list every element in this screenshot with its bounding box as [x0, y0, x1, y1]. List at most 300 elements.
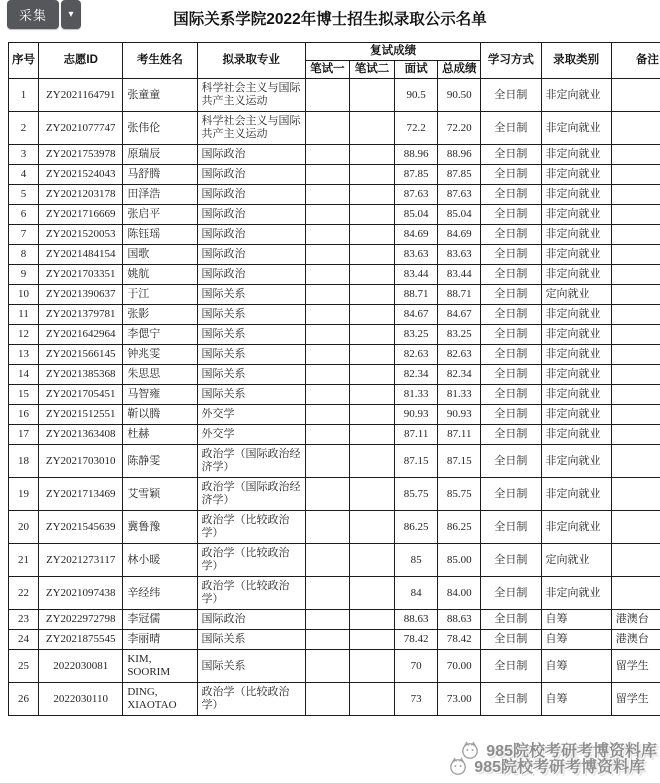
- cell-mode: 全日制: [481, 405, 541, 425]
- cell-seq: 1: [9, 79, 39, 112]
- cell-major: 国际政治: [197, 225, 305, 245]
- cell-written1: [305, 185, 349, 205]
- cell-major: 政治学（国际政治经济学）: [197, 445, 305, 478]
- cell-id: ZY2021875545: [39, 630, 123, 650]
- cell-total: 87.85: [438, 165, 481, 185]
- cell-id: ZY2021716669: [39, 205, 123, 225]
- cell-note: [611, 345, 660, 365]
- cell-total: 83.25: [438, 325, 481, 345]
- cell-seq: 23: [9, 610, 39, 630]
- cell-interview: 85.75: [395, 478, 438, 511]
- cell-major: 国际政治: [197, 265, 305, 285]
- cell-interview: 72.2: [395, 112, 438, 145]
- cell-note: 港澳台: [611, 610, 660, 630]
- cell-written1: [305, 385, 349, 405]
- cell-major: 国际政治: [197, 610, 305, 630]
- cell-mode: 全日制: [481, 511, 541, 544]
- cell-interview: 85.04: [395, 205, 438, 225]
- cell-id: ZY2021703010: [39, 445, 123, 478]
- cell-interview: 85: [395, 544, 438, 577]
- cell-written2: [349, 425, 394, 445]
- cell-written2: [349, 385, 394, 405]
- cell-name: 田泽浩: [123, 185, 197, 205]
- admissions-table-wrap: [8, 42, 660, 716]
- cell-major: 科学社会主义与国际共产主义运动: [197, 79, 305, 112]
- table-row: [9, 650, 660, 683]
- cell-written2: [349, 544, 394, 577]
- cell-name: 姚航: [123, 265, 197, 285]
- cell-interview: 83.44: [395, 265, 438, 285]
- cell-seq: 24: [9, 630, 39, 650]
- cell-interview: 82.63: [395, 345, 438, 365]
- cell-written1: [305, 345, 349, 365]
- cell-id: ZY2021566145: [39, 345, 123, 365]
- cell-total: 83.63: [438, 245, 481, 265]
- cell-mode: 全日制: [481, 385, 541, 405]
- cell-category: 定向就业: [541, 544, 611, 577]
- cell-name: 钟兆雯: [123, 345, 197, 365]
- cell-id: ZY2021385368: [39, 365, 123, 385]
- header-written1: 笔试一: [305, 61, 349, 79]
- cell-note: 留学生: [611, 683, 660, 716]
- cell-written1: [305, 577, 349, 610]
- cell-note: [611, 79, 660, 112]
- cell-category: 自筹: [541, 683, 611, 716]
- cell-category: 非定向就业: [541, 165, 611, 185]
- cell-written1: [305, 225, 349, 245]
- cell-mode: 全日制: [481, 650, 541, 683]
- cell-interview: 83.63: [395, 245, 438, 265]
- cell-id: ZY2021524043: [39, 165, 123, 185]
- cell-major: 国际政治: [197, 245, 305, 265]
- cell-written2: [349, 265, 394, 285]
- header-retest-group: 复试成绩: [305, 43, 481, 61]
- cell-id: ZY2021363408: [39, 425, 123, 445]
- watermark-text: 985院校考研考博资料库: [486, 738, 657, 761]
- cell-total: 88.96: [438, 145, 481, 165]
- cell-id: ZY2021713469: [39, 478, 123, 511]
- cat-doodle-icon: [448, 756, 468, 776]
- cell-total: 82.63: [438, 345, 481, 365]
- cell-name: 李偲宁: [123, 325, 197, 345]
- cell-written2: [349, 610, 394, 630]
- cell-total: 84.67: [438, 305, 481, 325]
- cell-written2: [349, 345, 394, 365]
- cell-mode: 全日制: [481, 225, 541, 245]
- table-row: [9, 145, 660, 165]
- cell-total: 86.25: [438, 511, 481, 544]
- cell-name: 张伟伦: [123, 112, 197, 145]
- cell-mode: 全日制: [481, 205, 541, 225]
- admissions-table: [8, 42, 660, 716]
- cell-total: 81.33: [438, 385, 481, 405]
- cell-note: [611, 185, 660, 205]
- cell-total: 70.00: [438, 650, 481, 683]
- cell-total: 83.44: [438, 265, 481, 285]
- cell-id: ZY2021164791: [39, 79, 123, 112]
- cell-seq: 7: [9, 225, 39, 245]
- cell-written1: [305, 544, 349, 577]
- cell-mode: 全日制: [481, 285, 541, 305]
- collect-split-button[interactable]: [7, 0, 81, 29]
- cell-interview: 78.42: [395, 630, 438, 650]
- cell-category: 非定向就业: [541, 405, 611, 425]
- cell-note: [611, 544, 660, 577]
- header-interview: 面试: [395, 61, 438, 79]
- cell-name: 陈钰瑶: [123, 225, 197, 245]
- header-name: 考生姓名: [123, 43, 197, 79]
- cell-written2: [349, 325, 394, 345]
- table-row: [9, 478, 660, 511]
- cell-interview: 87.15: [395, 445, 438, 478]
- cell-major: 政治学（比较政治学）: [197, 577, 305, 610]
- cell-id: 2022030081: [39, 650, 123, 683]
- cell-mode: 全日制: [481, 365, 541, 385]
- cell-note: [611, 325, 660, 345]
- cell-name: KIM, SOORIM: [123, 650, 197, 683]
- table-row: [9, 205, 660, 225]
- cell-id: 2022030110: [39, 683, 123, 716]
- cell-seq: 8: [9, 245, 39, 265]
- cell-written1: [305, 285, 349, 305]
- cell-id: ZY2021379781: [39, 305, 123, 325]
- cell-mode: 全日制: [481, 478, 541, 511]
- cell-written1: [305, 365, 349, 385]
- cell-category: 非定向就业: [541, 185, 611, 205]
- cell-seq: 18: [9, 445, 39, 478]
- cell-seq: 20: [9, 511, 39, 544]
- header-major: 拟录取专业: [197, 43, 305, 79]
- cell-category: 非定向就业: [541, 112, 611, 145]
- cell-total: 87.11: [438, 425, 481, 445]
- table-row: [9, 345, 660, 365]
- cell-interview: 88.71: [395, 285, 438, 305]
- cell-seq: 2: [9, 112, 39, 145]
- cell-major: 国际关系: [197, 345, 305, 365]
- cell-interview: 73: [395, 683, 438, 716]
- cell-interview: 87.63: [395, 185, 438, 205]
- cell-seq: 12: [9, 325, 39, 345]
- cell-written2: [349, 445, 394, 478]
- cell-total: 85.00: [438, 544, 481, 577]
- cell-written1: [305, 478, 349, 511]
- cell-mode: 全日制: [481, 544, 541, 577]
- cell-note: [611, 445, 660, 478]
- cell-category: 定向就业: [541, 285, 611, 305]
- cell-written1: [305, 245, 349, 265]
- cell-note: 留学生: [611, 650, 660, 683]
- cell-note: [611, 285, 660, 305]
- cell-written1: [305, 445, 349, 478]
- cell-category: 非定向就业: [541, 145, 611, 165]
- cell-interview: 90.93: [395, 405, 438, 425]
- cell-written1: [305, 511, 349, 544]
- cell-note: [611, 225, 660, 245]
- cell-total: 90.50: [438, 79, 481, 112]
- cell-total: 78.42: [438, 630, 481, 650]
- cell-mode: 全日制: [481, 345, 541, 365]
- cell-id: ZY2021390637: [39, 285, 123, 305]
- cell-mode: 全日制: [481, 79, 541, 112]
- cell-category: 非定向就业: [541, 265, 611, 285]
- cell-seq: 22: [9, 577, 39, 610]
- cell-note: [611, 265, 660, 285]
- table-row: [9, 445, 660, 478]
- cell-total: 88.63: [438, 610, 481, 630]
- cell-mode: 全日制: [481, 112, 541, 145]
- cell-note: [611, 385, 660, 405]
- cell-interview: 86.25: [395, 511, 438, 544]
- cell-note: [611, 305, 660, 325]
- cell-total: 87.15: [438, 445, 481, 478]
- cell-written2: [349, 285, 394, 305]
- header-id: 志愿ID: [39, 43, 123, 79]
- cell-written1: [305, 205, 349, 225]
- cell-mode: 全日制: [481, 610, 541, 630]
- cell-major: 国际关系: [197, 285, 305, 305]
- table-row: [9, 165, 660, 185]
- cell-id: ZY2021203178: [39, 185, 123, 205]
- cell-seq: 16: [9, 405, 39, 425]
- cell-mode: 全日制: [481, 683, 541, 716]
- cell-category: 自筹: [541, 610, 611, 630]
- cell-note: [611, 165, 660, 185]
- cell-name: 张影: [123, 305, 197, 325]
- cell-written1: [305, 165, 349, 185]
- cell-written1: [305, 325, 349, 345]
- cell-interview: 90.5: [395, 79, 438, 112]
- cell-total: 87.63: [438, 185, 481, 205]
- cell-interview: 87.11: [395, 425, 438, 445]
- cell-written1: [305, 630, 349, 650]
- collect-dropdown-button[interactable]: [61, 0, 81, 29]
- cell-note: [611, 425, 660, 445]
- cell-category: 非定向就业: [541, 365, 611, 385]
- table-row: [9, 265, 660, 285]
- cell-note: [611, 577, 660, 610]
- cell-written1: [305, 112, 349, 145]
- cell-seq: 10: [9, 285, 39, 305]
- cell-total: 84.69: [438, 225, 481, 245]
- table-row: [9, 425, 660, 445]
- cell-major: 国际政治: [197, 185, 305, 205]
- table-row: [9, 385, 660, 405]
- cell-written1: [305, 610, 349, 630]
- cell-major: 外交学: [197, 405, 305, 425]
- cell-major: 国际关系: [197, 385, 305, 405]
- cell-name: 靳以腾: [123, 405, 197, 425]
- table-body: [9, 79, 660, 716]
- cell-interview: 70: [395, 650, 438, 683]
- cell-mode: 全日制: [481, 245, 541, 265]
- cell-seq: 9: [9, 265, 39, 285]
- cell-name: 朱思思: [123, 365, 197, 385]
- cell-mode: 全日制: [481, 185, 541, 205]
- table-row: [9, 245, 660, 265]
- cell-total: 84.00: [438, 577, 481, 610]
- cell-id: ZY2021077747: [39, 112, 123, 145]
- cell-seq: 26: [9, 683, 39, 716]
- cell-name: 陈静雯: [123, 445, 197, 478]
- cell-major: 国际关系: [197, 305, 305, 325]
- cell-category: 非定向就业: [541, 385, 611, 405]
- cell-written1: [305, 305, 349, 325]
- cell-name: 原瑞辰: [123, 145, 197, 165]
- table-row: [9, 630, 660, 650]
- cell-category: 非定向就业: [541, 478, 611, 511]
- table-row: [9, 365, 660, 385]
- cell-id: ZY2021703351: [39, 265, 123, 285]
- cell-note: [611, 205, 660, 225]
- cell-written2: [349, 365, 394, 385]
- cell-seq: 6: [9, 205, 39, 225]
- cell-category: 非定向就业: [541, 225, 611, 245]
- cell-id: ZY2021545639: [39, 511, 123, 544]
- table-row: [9, 405, 660, 425]
- cell-id: ZY2021753978: [39, 145, 123, 165]
- cell-name: 冀鲁豫: [123, 511, 197, 544]
- cell-written2: [349, 112, 394, 145]
- cell-written2: [349, 630, 394, 650]
- cell-category: 自筹: [541, 650, 611, 683]
- cell-written1: [305, 265, 349, 285]
- watermark: [460, 741, 657, 774]
- cell-seq: 3: [9, 145, 39, 165]
- cell-name: DING, XIAOTAO: [123, 683, 197, 716]
- cell-seq: 17: [9, 425, 39, 445]
- cell-note: [611, 405, 660, 425]
- watermark-line: [448, 757, 657, 774]
- table-row: [9, 79, 660, 112]
- table-row: [9, 185, 660, 205]
- cell-major: 国际关系: [197, 325, 305, 345]
- cell-written2: [349, 405, 394, 425]
- cell-total: 85.75: [438, 478, 481, 511]
- cell-name: 张启平: [123, 205, 197, 225]
- cell-major: 政治学（比较政治学）: [197, 544, 305, 577]
- cell-note: [611, 112, 660, 145]
- cell-id: ZY2021097438: [39, 577, 123, 610]
- cell-written1: [305, 405, 349, 425]
- collect-button[interactable]: [7, 0, 59, 29]
- cell-seq: 4: [9, 165, 39, 185]
- cell-written2: [349, 205, 394, 225]
- table-row: [9, 325, 660, 345]
- cell-written2: [349, 145, 394, 165]
- header-written2: 笔试二: [349, 61, 394, 79]
- cell-written2: [349, 683, 394, 716]
- table-row: [9, 225, 660, 245]
- cell-written2: [349, 478, 394, 511]
- cell-total: 72.20: [438, 112, 481, 145]
- table-row: [9, 511, 660, 544]
- cell-seq: 13: [9, 345, 39, 365]
- cell-major: 国际政治: [197, 205, 305, 225]
- cell-mode: 全日制: [481, 265, 541, 285]
- cell-id: ZY2021512551: [39, 405, 123, 425]
- table-row: [9, 305, 660, 325]
- cell-name: 艾雪颖: [123, 478, 197, 511]
- table-row: [9, 285, 660, 305]
- cell-major: 国际政治: [197, 165, 305, 185]
- cell-note: [611, 478, 660, 511]
- cell-written2: [349, 577, 394, 610]
- cell-written1: [305, 683, 349, 716]
- cell-seq: 19: [9, 478, 39, 511]
- cell-major: 科学社会主义与国际共产主义运动: [197, 112, 305, 145]
- cell-interview: 84.69: [395, 225, 438, 245]
- cell-id: ZY2021705451: [39, 385, 123, 405]
- header-mode: 学习方式: [481, 43, 541, 79]
- cell-note: [611, 145, 660, 165]
- cell-written2: [349, 650, 394, 683]
- cell-category: 非定向就业: [541, 445, 611, 478]
- cell-id: ZY2021273117: [39, 544, 123, 577]
- table-row: [9, 683, 660, 716]
- cell-category: 非定向就业: [541, 511, 611, 544]
- cell-category: 非定向就业: [541, 577, 611, 610]
- cell-seq: 15: [9, 385, 39, 405]
- watermark-text: 985院校考研考博资料库: [474, 754, 645, 777]
- table-row: [9, 610, 660, 630]
- cell-interview: 88.96: [395, 145, 438, 165]
- cell-name: 林小暖: [123, 544, 197, 577]
- cell-name: 李丽晴: [123, 630, 197, 650]
- collect-button-label: 采集: [19, 5, 47, 24]
- cell-category: 非定向就业: [541, 205, 611, 225]
- cell-written1: [305, 79, 349, 112]
- cell-mode: 全日制: [481, 577, 541, 610]
- cell-written2: [349, 185, 394, 205]
- cell-written2: [349, 165, 394, 185]
- cell-name: 张童童: [123, 79, 197, 112]
- cell-written2: [349, 79, 394, 112]
- cell-written2: [349, 305, 394, 325]
- cell-category: 非定向就业: [541, 325, 611, 345]
- cell-major: 国际关系: [197, 365, 305, 385]
- table-row: [9, 544, 660, 577]
- cell-major: 政治学（国际政治经济学）: [197, 478, 305, 511]
- cell-category: 自筹: [541, 630, 611, 650]
- cell-interview: 87.85: [395, 165, 438, 185]
- cell-seq: 21: [9, 544, 39, 577]
- cell-category: 非定向就业: [541, 345, 611, 365]
- cell-written2: [349, 511, 394, 544]
- cell-interview: 84.67: [395, 305, 438, 325]
- header-total: 总成绩: [438, 61, 481, 79]
- cell-interview: 81.33: [395, 385, 438, 405]
- cell-major: 政治学（比较政治学）: [197, 683, 305, 716]
- cell-interview: 83.25: [395, 325, 438, 345]
- cell-interview: 84: [395, 577, 438, 610]
- cell-major: 外交学: [197, 425, 305, 445]
- cell-written1: [305, 650, 349, 683]
- cell-mode: 全日制: [481, 165, 541, 185]
- cell-major: 国际政治: [197, 145, 305, 165]
- cell-mode: 全日制: [481, 445, 541, 478]
- cell-total: 90.93: [438, 405, 481, 425]
- cell-seq: 5: [9, 185, 39, 205]
- cell-seq: 14: [9, 365, 39, 385]
- header-note: 备注: [611, 43, 660, 79]
- cell-name: 于江: [123, 285, 197, 305]
- cell-written1: [305, 425, 349, 445]
- cell-name: 杜赫: [123, 425, 197, 445]
- cell-interview: 88.63: [395, 610, 438, 630]
- header-seq: 序号: [9, 43, 39, 79]
- table-header: [9, 43, 660, 79]
- cell-category: 非定向就业: [541, 245, 611, 265]
